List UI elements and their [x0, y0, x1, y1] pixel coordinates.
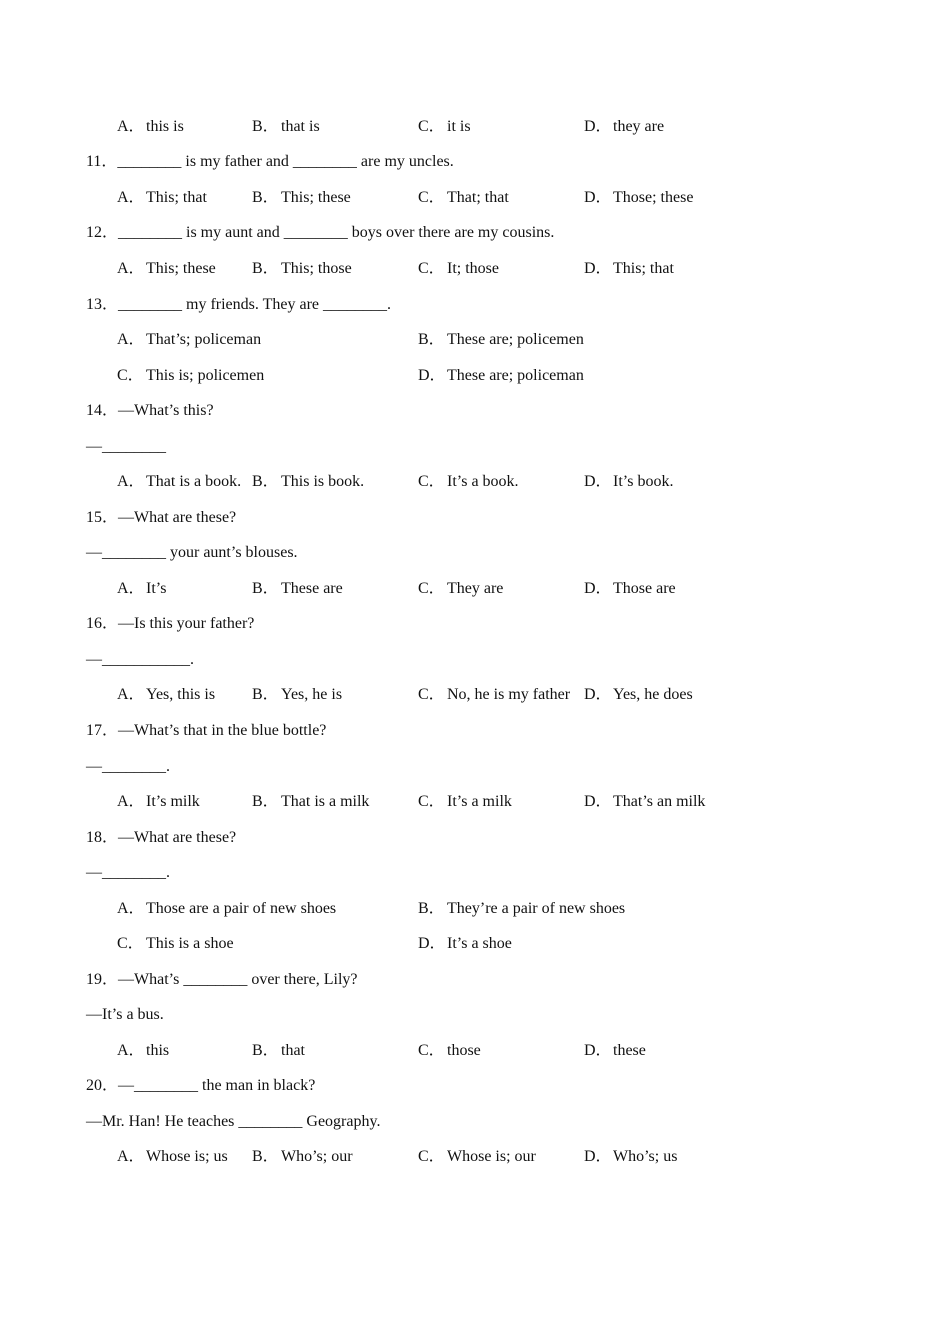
option-text: Those are	[613, 580, 676, 597]
option-letter: C．	[418, 118, 445, 135]
option-letter: D．	[418, 935, 446, 952]
question-line: 12．________ is my aunt and ________ boys over there are my cousins.	[86, 224, 555, 241]
option-letter: D．	[584, 686, 612, 703]
question-line: —It’s a bus.	[86, 1006, 164, 1023]
option-text: This; that	[146, 189, 207, 206]
answer-option[interactable]	[418, 791, 512, 813]
question-line: —___________.	[86, 651, 194, 668]
question-line: —________ your aunt’s blouses.	[86, 544, 298, 561]
answer-option[interactable]	[418, 329, 584, 351]
option-text: it is	[447, 118, 471, 135]
option-text: This is book.	[281, 473, 365, 490]
option-letter: A．	[117, 1148, 145, 1165]
answer-option[interactable]	[584, 471, 673, 493]
options-row	[0, 471, 950, 493]
option-letter: B．	[252, 473, 279, 490]
answer-option[interactable]	[418, 187, 509, 209]
option-text: Yes, this is	[146, 686, 216, 703]
answer-option[interactable]	[252, 1040, 305, 1062]
option-text: these	[613, 1042, 646, 1059]
answer-option[interactable]	[584, 578, 676, 600]
option-letter: D．	[584, 1042, 612, 1059]
option-letter: C．	[418, 189, 445, 206]
option-text: they are	[613, 118, 665, 135]
option-text: It’s a milk	[447, 793, 512, 810]
answer-option[interactable]	[418, 1040, 481, 1062]
question-line: 14．—What’s this?	[86, 402, 214, 419]
answer-option[interactable]	[418, 933, 512, 955]
option-letter: C．	[117, 367, 144, 384]
answer-option[interactable]	[584, 258, 674, 280]
answer-option[interactable]	[117, 578, 166, 600]
option-letter: A．	[117, 331, 145, 348]
option-letter: B．	[252, 118, 279, 135]
options-row	[0, 1040, 950, 1062]
answer-option[interactable]	[117, 471, 241, 493]
option-letter: C．	[117, 935, 144, 952]
option-letter: A．	[117, 260, 145, 277]
option-text: That’s; policeman	[146, 331, 262, 348]
option-letter: D．	[584, 580, 612, 597]
answer-option[interactable]	[418, 471, 519, 493]
answer-option[interactable]	[418, 898, 625, 920]
option-text: It’s a shoe	[447, 935, 512, 952]
option-text: It’s milk	[146, 793, 200, 810]
options-row	[0, 791, 950, 813]
option-letter: B．	[252, 580, 279, 597]
answer-option[interactable]	[252, 578, 343, 600]
answer-option[interactable]	[584, 116, 664, 138]
answer-option[interactable]	[117, 791, 200, 813]
answer-option[interactable]	[252, 684, 342, 706]
answer-option[interactable]	[418, 116, 471, 138]
option-text: Whose is; our	[447, 1148, 536, 1165]
options-row	[0, 116, 950, 138]
option-letter: D．	[584, 473, 612, 490]
option-text: This; that	[613, 260, 674, 277]
question-line: 15．—What are these?	[86, 509, 237, 526]
option-letter: B．	[252, 686, 279, 703]
answer-option[interactable]	[117, 329, 261, 351]
option-text: That is a book.	[146, 473, 242, 490]
option-text: Who’s; our	[281, 1148, 353, 1165]
option-text: This; those	[281, 260, 352, 277]
option-letter: C．	[418, 793, 445, 810]
answer-option[interactable]	[584, 187, 693, 209]
option-letter: D．	[418, 367, 446, 384]
option-letter: A．	[117, 189, 145, 206]
option-text: Who’s; us	[613, 1148, 678, 1165]
answer-option[interactable]	[418, 258, 499, 280]
answer-option[interactable]	[418, 365, 584, 387]
options-row	[0, 933, 950, 955]
option-text: These are; policemen	[447, 331, 584, 348]
option-text: this is	[146, 118, 184, 135]
answer-option[interactable]	[117, 365, 264, 387]
option-letter: C．	[418, 473, 445, 490]
question-line: 18．—What are these?	[86, 829, 237, 846]
option-letter: A．	[117, 900, 145, 917]
question-line: —Mr. Han! He teaches ________ Geography.	[86, 1113, 381, 1130]
option-text: those	[447, 1042, 481, 1059]
question-line: —________.	[86, 864, 170, 881]
option-text: It’s	[146, 580, 167, 597]
answer-option[interactable]	[584, 684, 693, 706]
answer-option[interactable]	[117, 933, 234, 955]
option-text: That; that	[447, 189, 509, 206]
answer-option[interactable]	[252, 1146, 353, 1168]
option-text: that	[281, 1042, 305, 1059]
answer-option[interactable]	[584, 791, 705, 813]
option-letter: B．	[252, 1042, 279, 1059]
option-letter: B．	[252, 260, 279, 277]
option-text: This is a shoe	[146, 935, 234, 952]
options-row	[0, 684, 950, 706]
question-line: —________.	[86, 758, 170, 775]
option-text: This; these	[146, 260, 216, 277]
question-line: 16．—Is this your father?	[86, 615, 255, 632]
option-letter: D．	[584, 118, 612, 135]
options-row	[0, 578, 950, 600]
answer-option[interactable]	[117, 1040, 169, 1062]
options-row	[0, 898, 950, 920]
option-letter: B．	[418, 331, 445, 348]
option-letter: C．	[418, 1148, 445, 1165]
option-text: that is	[281, 118, 320, 135]
question-line: 20．—________ the man in black?	[86, 1077, 316, 1094]
option-text: That’s an milk	[613, 793, 706, 810]
question-line: 17．—What’s that in the blue bottle?	[86, 722, 327, 739]
option-letter: C．	[418, 686, 445, 703]
option-letter: D．	[584, 1148, 612, 1165]
answer-option[interactable]	[252, 116, 320, 138]
answer-option[interactable]	[117, 684, 215, 706]
option-text: That is a milk	[281, 793, 370, 810]
option-letter: D．	[584, 793, 612, 810]
option-text: this	[146, 1042, 170, 1059]
option-text: This; these	[281, 189, 351, 206]
answer-option[interactable]	[418, 578, 503, 600]
answer-option[interactable]	[252, 791, 369, 813]
option-text: They are	[447, 580, 504, 597]
question-line: 13．________ my friends. They are ________.	[86, 296, 391, 313]
answer-option[interactable]	[584, 1040, 646, 1062]
options-row	[0, 1146, 950, 1168]
answer-option[interactable]	[117, 1146, 228, 1168]
option-text: Whose is; us	[146, 1148, 228, 1165]
option-text: They’re a pair of new shoes	[447, 900, 626, 917]
option-letter: C．	[418, 1042, 445, 1059]
answer-option[interactable]	[252, 258, 352, 280]
option-text: These are; policeman	[447, 367, 584, 384]
option-letter: A．	[117, 118, 145, 135]
option-text: No, he is my father	[447, 686, 571, 703]
answer-option[interactable]	[117, 258, 216, 280]
answer-option[interactable]	[252, 187, 351, 209]
question-line: 11．________ is my father and ________ are my uncles.	[86, 153, 454, 170]
option-letter: B．	[252, 793, 279, 810]
option-letter: B．	[252, 1148, 279, 1165]
option-text: Yes, he is	[281, 686, 343, 703]
option-text: Yes, he does	[613, 686, 693, 703]
option-text: It’s book.	[613, 473, 674, 490]
option-letter: C．	[418, 260, 445, 277]
option-text: This is; policemen	[146, 367, 265, 384]
option-letter: A．	[117, 793, 145, 810]
option-letter: A．	[117, 686, 145, 703]
option-letter: B．	[418, 900, 445, 917]
answer-option[interactable]	[117, 116, 184, 138]
answer-option[interactable]	[418, 684, 570, 706]
option-letter: B．	[252, 189, 279, 206]
option-letter: A．	[117, 580, 145, 597]
question-line: —________	[86, 438, 166, 455]
options-row	[0, 365, 950, 387]
option-letter: A．	[117, 473, 145, 490]
options-row	[0, 258, 950, 280]
option-text: These are	[281, 580, 343, 597]
answer-option[interactable]	[117, 187, 207, 209]
option-text: It; those	[447, 260, 499, 277]
option-letter: C．	[418, 580, 445, 597]
option-text: Those are a pair of new shoes	[146, 900, 337, 917]
options-row	[0, 329, 950, 351]
option-letter: D．	[584, 260, 612, 277]
option-text: It’s a book.	[447, 473, 519, 490]
option-text: Those; these	[613, 189, 694, 206]
answer-option[interactable]	[418, 1146, 536, 1168]
question-line: 19．—What’s ________ over there, Lily?	[86, 971, 358, 988]
answer-option[interactable]	[117, 898, 336, 920]
option-letter: D．	[584, 189, 612, 206]
options-row	[0, 187, 950, 209]
answer-option[interactable]	[252, 471, 364, 493]
option-letter: A．	[117, 1042, 145, 1059]
answer-option[interactable]	[584, 1146, 677, 1168]
